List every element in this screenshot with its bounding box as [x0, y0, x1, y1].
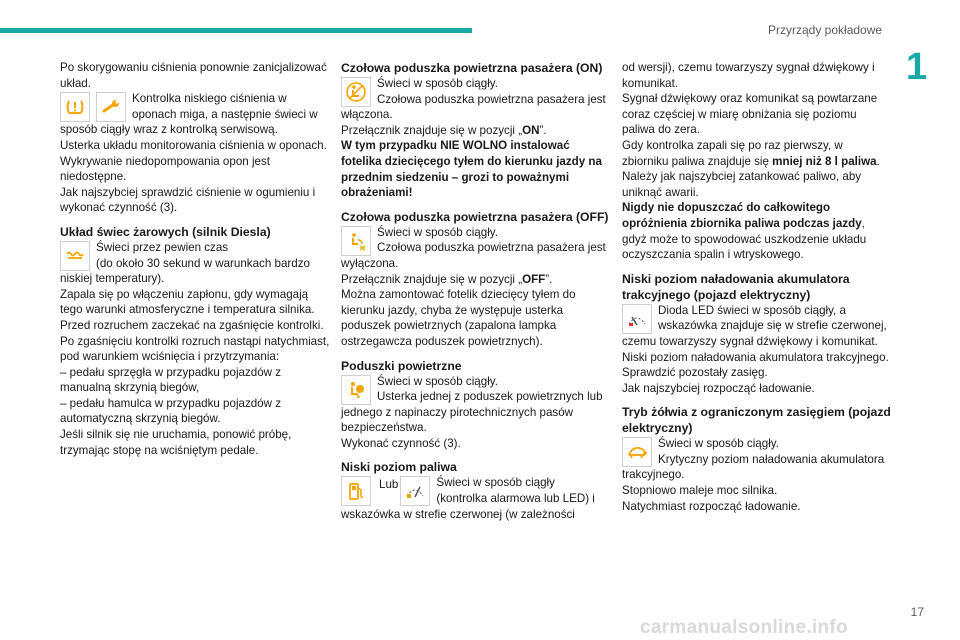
- text: Sprawdzić pozostały zasięg.: [622, 366, 768, 380]
- text: Zapala się po włączeniu zapłonu, gdy wymagają tego warunki atmosferyczne i temperatura silnika.: [60, 287, 315, 317]
- header-accent-bar: [0, 28, 472, 33]
- tire-pressure-warning-icon: [60, 92, 90, 122]
- heading-low-battery: Niski poziom naładowania akumulatora trakcyjnego (pojazd elektryczny): [622, 271, 850, 302]
- text: Po skorygowaniu ciśnienia ponownie zanicjalizować układ.: [60, 61, 327, 90]
- text: – pedału hamulca w przypadku pojazdów z automatyczną skrzynią biegów.: [60, 396, 282, 426]
- column-3: [622, 60, 892, 514]
- text: Świeci w sposób ciągły.: [377, 225, 498, 239]
- warning-text: Nigdy nie dopuszczać do całkowitego opróżnienia zbiornika paliwa podczas jazdy, gdyż może to spowodować uszkodzenie układu oczyszczania spalin i wtryskowego.: [622, 201, 867, 262]
- text: Świeci w sposób ciągły.: [658, 437, 779, 451]
- heading-airbags: Poduszki powietrzne: [341, 358, 462, 373]
- heading-turtle-mode: Tryb żółwia z ograniczonym zasięgiem (pojazd elektryczny): [622, 405, 891, 436]
- text: Sygnał dźwiękowy oraz komunikat są powtarzane coraz częściej w miarę obniżania się poziomu paliwa do zera.: [622, 92, 878, 137]
- fuel-pump-icon: [341, 476, 371, 506]
- text: Przełącznik znajduje się w pozycji „ON”.: [341, 123, 547, 137]
- text: Świeci w sposób ciągły: [436, 476, 555, 490]
- chapter-number: 1: [906, 46, 928, 88]
- section-title: Przyrządy pokładowe: [768, 23, 883, 37]
- page-number: 17: [910, 605, 924, 619]
- text: Można zamontować fotelik dziecięcy tyłem do kierunku jazdy, chyba że występuje usterka poduszek powietrznych (zapalona lampka ostrzegawcza poduszek powietrznych).: [341, 288, 576, 348]
- glow-plug-icon: [60, 241, 90, 271]
- passenger-airbag-off-icon: [341, 226, 371, 256]
- text: Wykonać czynność (3).: [341, 436, 461, 450]
- text: Wykrywanie niedopompowania opon jest niedostępne.: [60, 154, 270, 184]
- text: Czołowa poduszka powietrzna pasażera jest wyłączona.: [341, 241, 606, 270]
- text: (do około 30 sekund w warunkach bardzo niskiej temperatury).: [60, 256, 310, 286]
- service-wrench-icon: [96, 92, 126, 122]
- heading-airbag-off: Czołowa poduszka powietrzna pasażera (OFF): [341, 209, 609, 224]
- text: Gdy kontrolka zapali się po raz pierwszy, w zbiorniku paliwa znajduje się mniej niż 8 l paliwa.: [622, 138, 880, 168]
- airbag-warning-icon: [341, 375, 371, 405]
- text: Usterka układu monitorowania ciśnienia w oponach.: [60, 138, 327, 152]
- text: Po zgaśnięciu kontrolki rozruch nastąpi natychmiast, pod warunkiem wciśnięcia i przytrzymania:: [60, 334, 330, 364]
- text: Świeci w sposób ciągły.: [377, 77, 498, 90]
- column-2: [341, 60, 611, 522]
- text: Krytyczny poziom naładowania akumulatora trakcyjnego.: [622, 452, 885, 482]
- battery-gauge-icon: [622, 304, 652, 334]
- watermark: carmanualsonline.info: [640, 617, 848, 638]
- column-1: [60, 60, 330, 458]
- or-label: Lub: [379, 478, 399, 492]
- turtle-icon: [622, 437, 652, 467]
- text: Natychmiast rozpocząć ładowanie.: [622, 499, 801, 513]
- heading-glow-plugs: Układ świec żarowych (silnik Diesla): [60, 224, 271, 239]
- text: Czołowa poduszka powietrzna pasażera jest włączona.: [341, 92, 606, 122]
- text: Jak najszybciej sprawdzić ciśnienie w ogumieniu i wykonać czynność (3).: [60, 185, 316, 215]
- heading-airbag-on: Czołowa poduszka powietrzna pasażera (ON): [341, 61, 603, 75]
- text: Kontrolka niskiego ciśnienia w oponach miga, a następnie świeci w sposób ciągły wraz z kontrolką serwisową.: [60, 92, 318, 137]
- passenger-airbag-on-icon: [341, 77, 371, 107]
- text: Przełącznik znajduje się w pozycji „OFF”.: [341, 272, 553, 286]
- text: Stopniowo maleje moc silnika.: [622, 484, 778, 498]
- text: Przed rozruchem zaczekać na zgaśnięcie kontrolki.: [60, 318, 324, 332]
- heading-low-fuel: Niski poziom paliwa: [341, 460, 457, 475]
- fuel-gauge-icon: [400, 476, 430, 506]
- text: Świeci w sposób ciągły.: [377, 374, 498, 388]
- text: Świeci przez pewien czas: [96, 240, 229, 254]
- text: Należy jak najszybciej zatankować paliwo, aby uniknąć awarii.: [622, 170, 862, 199]
- text: Jak najszybciej rozpocząć ładowanie.: [622, 381, 815, 395]
- text: – pedału sprzęgła w przypadku pojazdów z manualną skrzynią biegów,: [60, 365, 282, 395]
- text: od wersji), czemu towarzyszy sygnał dźwiękowy i komunikat.: [622, 61, 875, 90]
- text: (kontrolka alarmowa lub LED) i wskazówka w strefie czerwonej (w zależności: [341, 492, 595, 521]
- text: Niski poziom naładowania akumulatora trakcyjnego.: [622, 350, 889, 364]
- text: Dioda LED świeci w sposób ciągły, a wskazówka znajduje się w strefie czerwonej, czemu towarzyszy sygnał dźwiękowy i komunikat.: [622, 303, 887, 348]
- warning-text: W tym przypadku NIE WOLNO instalować fotelika dziecięcego tyłem do kierunku jazdy na przednim siedzeniu – grozi to poważnymi obrażeniami!: [341, 139, 602, 200]
- text: Usterka jednej z poduszek powietrznych lub jednego z napinaczy pirotechnicznych pasów bezpieczeństwa.: [341, 390, 603, 435]
- text: Jeśli silnik się nie uruchamia, ponowić próbę, trzymając stopę na wciśniętym pedale.: [60, 428, 292, 457]
